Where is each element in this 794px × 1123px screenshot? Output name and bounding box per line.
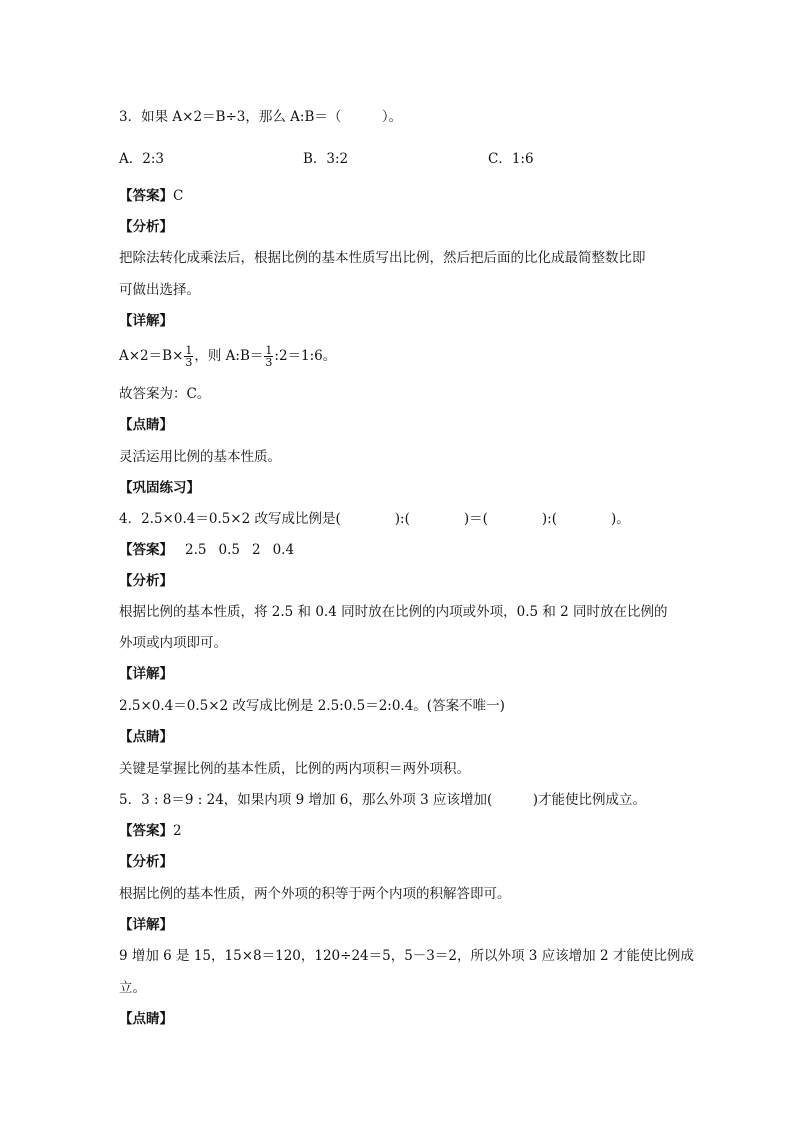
q3-answer-row (119, 187, 183, 205)
q3-option-c: C．1:6 (488, 151, 534, 167)
q5-tip-label: 【点睛】 (119, 1011, 173, 1027)
q3-answer: C (173, 188, 184, 204)
q4-question: 4．2.5×0.4＝0.5×2 改写成比例是( ):( )＝( ):( )。 (119, 511, 630, 527)
q5-detail-label: 【详解】 (119, 917, 173, 933)
q4-analysis-line-1: 根据比例的基本性质，将 2.5 和 0.4 同时放在比例的内项或外项，0.5 和 2 同时放在比例的 (119, 604, 668, 620)
q3-detail (119, 345, 336, 368)
fraction-numerator: 1 (185, 344, 193, 357)
q4-answer-4: 0.4 (272, 542, 295, 558)
q3-detail-suffix: :2＝1:6。 (274, 348, 337, 364)
fraction-one-third-2 (264, 345, 273, 368)
q4-tip-label: 【点睛】 (119, 729, 173, 745)
q4-analysis-line-2: 外项或内项即可。 (119, 635, 227, 651)
fraction-denominator: 3 (265, 356, 273, 369)
q4-tip: 关键是掌握比例的基本性质，比例的两内项积＝两外项积。 (119, 761, 470, 777)
fraction-denominator: 3 (185, 356, 193, 369)
q4-answer-3: 2 (251, 542, 261, 558)
q3-analysis-label: 【分析】 (119, 219, 173, 235)
answer-label: 【答案】 (119, 542, 173, 558)
q3-tip: 灵活运用比例的基本性质。 (119, 449, 281, 465)
q4-detail: 2.5×0.4＝0.5×2 改写成比例是 2.5:0.5＝2:0.4。(答案不唯一) (119, 698, 505, 714)
fraction-numerator: 1 (265, 344, 273, 357)
q5-answer-row (119, 822, 182, 840)
q5-analysis: 根据比例的基本性质，两个外项的积等于两个内项的积解答即可。 (119, 886, 511, 902)
q5-answer: 2 (173, 823, 182, 839)
q3-detail-mid: ，则 A:B＝ (194, 348, 264, 364)
q5-detail-line-1: 9 增加 6 是 15，15×8＝120，120÷24＝5，5－3＝2，所以外项 3 应该增加 2 才能使比例成 (119, 948, 694, 964)
fraction-one-third-1 (184, 345, 193, 368)
q3-option-b: B．3:2 (303, 151, 349, 167)
q4-answer-1: 2.5 (185, 542, 207, 558)
q4-analysis-label: 【分析】 (119, 573, 173, 589)
q5-detail-line-2: 立。 (119, 980, 146, 996)
q3-tip-label: 【点睛】 (119, 417, 173, 433)
answer-label: 【答案】 (119, 188, 173, 204)
q3-detail-prefix: A×2＝B× (119, 348, 184, 364)
practice-label: 【巩固练习】 (119, 480, 200, 496)
answer-label: 【答案】 (119, 823, 173, 839)
q3-conclusion: 故答案为：C。 (119, 386, 211, 402)
q3-question: 3．如果 A×2＝B÷3，那么 A:B＝（ ）。 (119, 109, 403, 125)
q3-analysis-line-1: 把除法转化成乘法后，根据比例的基本性质写出比例，然后把后面的比化成最简整数比即 (119, 250, 646, 266)
q3-analysis-line-2: 可做出选择。 (119, 282, 200, 298)
q4-detail-label: 【详解】 (119, 666, 173, 682)
q4-answer-row (119, 541, 294, 559)
q4-answer-2: 0.5 (218, 542, 240, 558)
q3-option-a: A．2:3 (119, 151, 164, 167)
q3-detail-label: 【详解】 (119, 313, 173, 329)
q5-question: 5．3 : 8＝9 : 24，如果内项 9 增加 6，那么外项 3 应该增加( )才能使比例成立。 (119, 792, 647, 808)
q5-analysis-label: 【分析】 (119, 854, 173, 870)
